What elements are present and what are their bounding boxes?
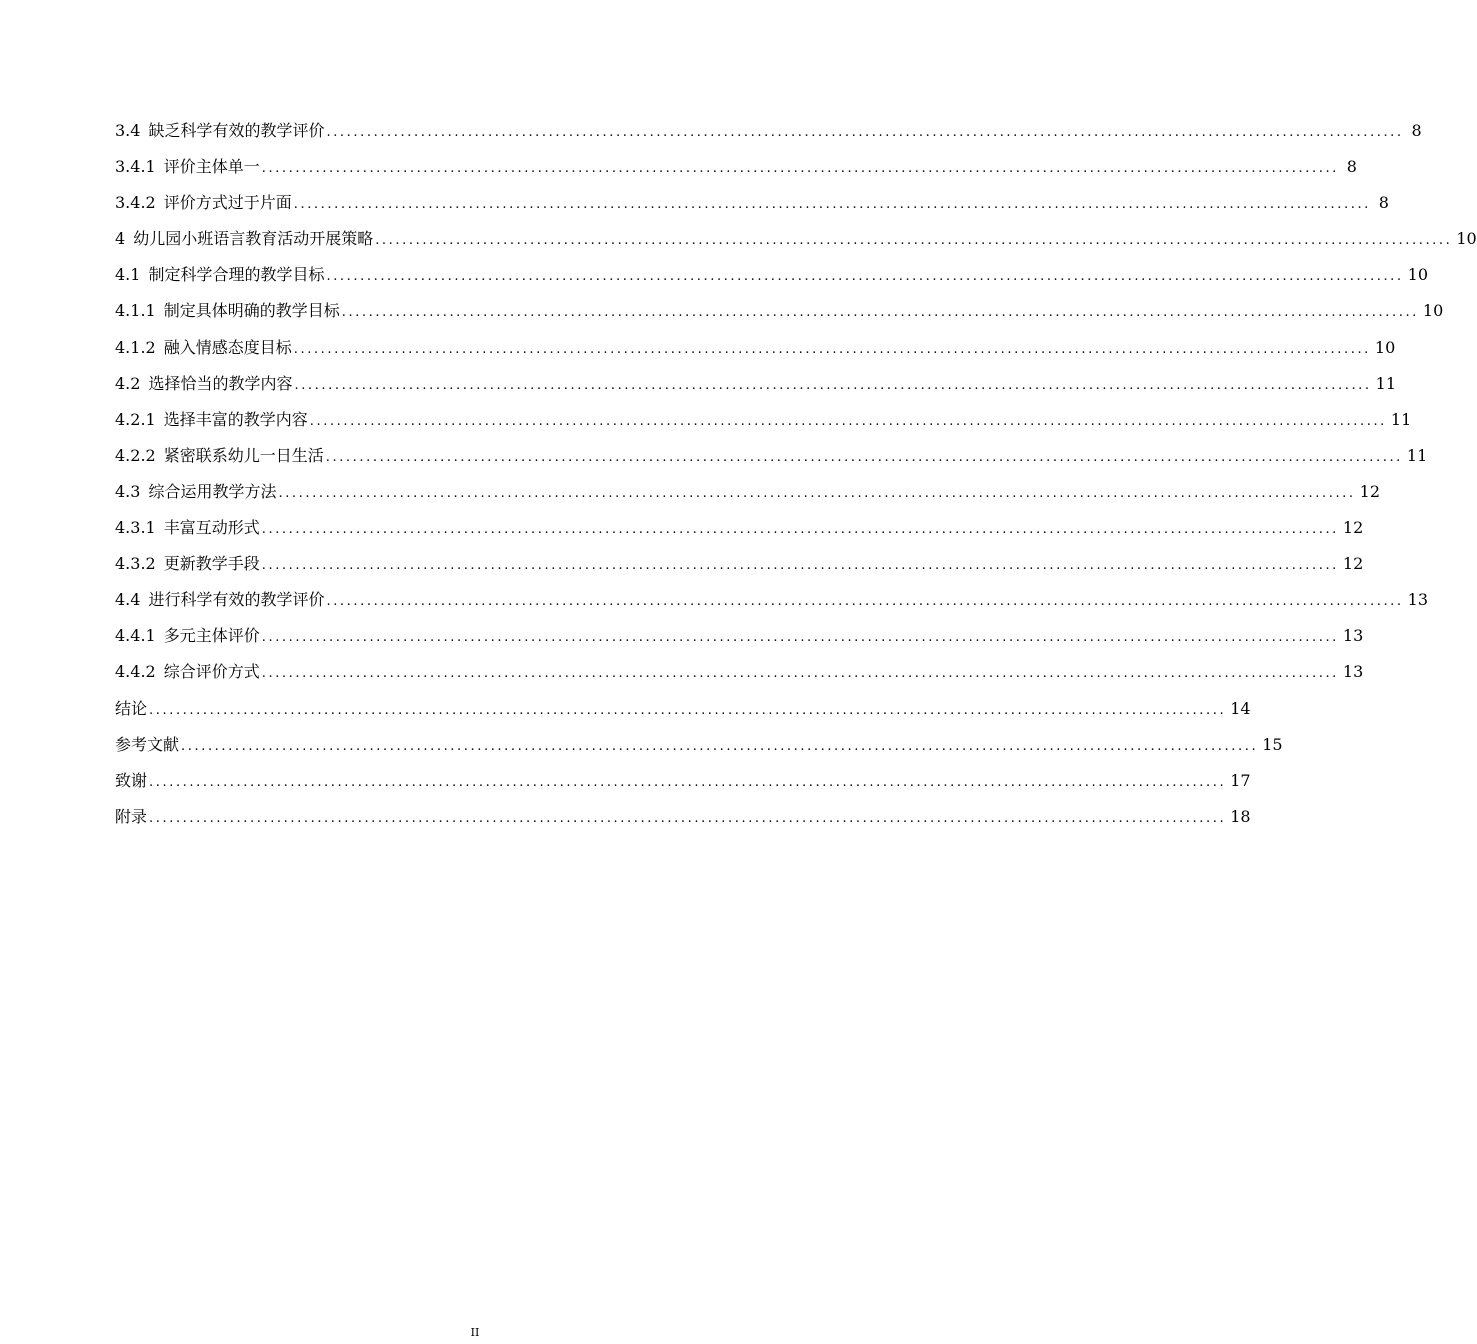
dot-leader: ................................................................................................................................................................ xyxy=(293,197,1371,213)
toc-entry-title: 综合运用教学方法 xyxy=(148,481,277,501)
toc-entry[interactable] xyxy=(115,582,1428,618)
toc-entry[interactable] xyxy=(115,149,1357,185)
toc-entry[interactable] xyxy=(115,691,1251,727)
toc-entry-title: 进行科学有效的教学评价 xyxy=(148,590,325,610)
toc-entry-title: 多元主体评价 xyxy=(163,626,260,646)
dot-leader: ................................................................................................................................................................ xyxy=(375,233,1453,249)
dot-leader: ................................................................................................................................................................ xyxy=(149,774,1227,790)
toc-entry-number: 4.3 xyxy=(115,481,141,501)
dot-leader: ................................................................................................................................................................ xyxy=(341,305,1419,321)
dot-leader: ................................................................................................................................................................ xyxy=(293,341,1371,357)
toc-entry-page: 11 xyxy=(1390,409,1412,429)
toc-entry-page: 13 xyxy=(1407,590,1428,610)
dot-leader: ................................................................................................................................................................ xyxy=(181,738,1259,754)
toc-entry-page: 10 xyxy=(1407,265,1428,285)
toc-entry[interactable] xyxy=(115,293,1444,329)
toc-entry-number: 4.4 xyxy=(115,590,141,610)
toc-entry-page: 12 xyxy=(1342,518,1364,538)
toc-entry-page: 11 xyxy=(1406,445,1428,465)
dot-leader: ................................................................................................................................................................ xyxy=(326,269,1404,285)
dot-leader: ................................................................................................................................................................ xyxy=(261,630,1339,646)
toc-entry[interactable] xyxy=(115,366,1396,402)
toc-entry[interactable] xyxy=(115,727,1283,763)
toc-entry-title: 综合评价方式 xyxy=(163,662,260,682)
dot-leader: ................................................................................................................................................................ xyxy=(325,449,1403,465)
toc-entry-title: 更新教学手段 xyxy=(163,554,260,574)
toc-entry-page: 17 xyxy=(1230,770,1251,790)
toc-entry-number: 3.4 xyxy=(115,121,141,140)
dot-leader: ................................................................................................................................................................ xyxy=(261,558,1339,574)
toc-entry-page: 11 xyxy=(1375,373,1396,393)
toc-entry-number: 4.1 xyxy=(115,265,141,285)
toc-entry-title: 参考文献 xyxy=(115,734,180,754)
toc-entry-page: 18 xyxy=(1230,806,1251,826)
toc-entry-number: 4.4.2 xyxy=(115,662,156,682)
toc-entry[interactable] xyxy=(115,221,1477,257)
toc-entry-number: 4.3.1 xyxy=(115,518,156,538)
toc-entry-number: 4.1.1 xyxy=(115,301,156,321)
toc-entry-title: 制定科学合理的教学目标 xyxy=(148,265,325,285)
toc-entry-page: 10 xyxy=(1374,337,1396,357)
toc-entry-title: 幼儿园小班语言教育活动开展策略 xyxy=(133,229,374,249)
toc-entry-number: 4.2 xyxy=(115,373,141,393)
dot-leader: ................................................................................................................................................................ xyxy=(294,377,1372,393)
toc-entry-title: 评价方式过于片面 xyxy=(163,193,292,213)
toc-entry[interactable] xyxy=(115,402,1412,438)
toc-entry-title: 附录 xyxy=(115,806,148,826)
toc-entry-page: 8 xyxy=(1378,193,1389,213)
toc-entry-page: 15 xyxy=(1262,734,1283,754)
toc-entry[interactable] xyxy=(115,510,1364,546)
toc-entry[interactable] xyxy=(115,618,1364,654)
toc-entry-title: 缺乏科学有效的教学评价 xyxy=(148,121,325,140)
toc-entry-title: 丰富互动形式 xyxy=(163,518,260,538)
toc-entry-page: 10 xyxy=(1456,229,1477,249)
toc-entry-page: 13 xyxy=(1342,662,1364,682)
toc-entry[interactable] xyxy=(115,474,1380,510)
toc-entry-number: 4.3.2 xyxy=(115,554,156,574)
toc-entry[interactable] xyxy=(115,654,1364,690)
toc-entry-title: 致谢 xyxy=(115,770,148,790)
toc-entry-number: 4.2.2 xyxy=(115,445,156,465)
toc-entry-number: 4.1.2 xyxy=(115,337,156,357)
toc-entry-page: 10 xyxy=(1422,301,1444,321)
page-number: II xyxy=(470,1326,480,1339)
toc-entry[interactable] xyxy=(115,113,1422,149)
toc-entry-title: 评价主体单一 xyxy=(163,157,260,177)
toc-entry[interactable] xyxy=(115,763,1251,799)
dot-leader: ................................................................................................................................................................ xyxy=(261,522,1339,538)
dot-leader: ................................................................................................................................................................ xyxy=(149,702,1227,718)
dot-leader: ................................................................................................................................................................ xyxy=(309,413,1387,429)
table-of-contents xyxy=(115,113,1477,835)
dot-leader: ................................................................................................................................................................ xyxy=(261,161,1339,177)
toc-entry[interactable] xyxy=(115,546,1364,582)
toc-entry-page: 13 xyxy=(1342,626,1364,646)
toc-entry-title: 选择恰当的教学内容 xyxy=(148,373,293,393)
toc-entry-title: 融入情感态度目标 xyxy=(163,337,292,357)
dot-leader: ................................................................................................................................................................ xyxy=(261,666,1339,682)
toc-entry[interactable] xyxy=(115,438,1428,474)
toc-entry[interactable] xyxy=(115,185,1389,221)
dot-leader: ................................................................................................................................................................ xyxy=(149,810,1227,826)
toc-entry-page: 12 xyxy=(1359,481,1380,501)
dot-leader: ................................................................................................................................................................ xyxy=(326,594,1404,610)
toc-entry-number: 4.4.1 xyxy=(115,626,156,646)
toc-entry[interactable] xyxy=(115,330,1396,366)
dot-leader: ................................................................................................................................................................ xyxy=(278,485,1356,501)
toc-entry-page: 8 xyxy=(1346,157,1357,177)
toc-entry-title: 选择丰富的教学内容 xyxy=(163,409,308,429)
toc-entry-page: 14 xyxy=(1230,698,1251,718)
toc-entry-title: 结论 xyxy=(115,698,148,718)
toc-entry-number: 3.4.1 xyxy=(115,157,156,177)
toc-entry[interactable] xyxy=(115,799,1251,835)
toc-entry-number: 4 xyxy=(115,229,126,249)
toc-entry-page: 12 xyxy=(1342,554,1364,574)
toc-entry-page: 8 xyxy=(1411,121,1422,140)
dot-leader: ................................................................................................................................................................ xyxy=(326,125,1404,140)
toc-entry-number: 3.4.2 xyxy=(115,193,156,213)
toc-entry[interactable] xyxy=(115,257,1428,293)
toc-entry-title: 制定具体明确的教学目标 xyxy=(163,301,340,321)
toc-entry-number: 4.2.1 xyxy=(115,409,156,429)
toc-entry-title: 紧密联系幼儿一日生活 xyxy=(163,445,324,465)
